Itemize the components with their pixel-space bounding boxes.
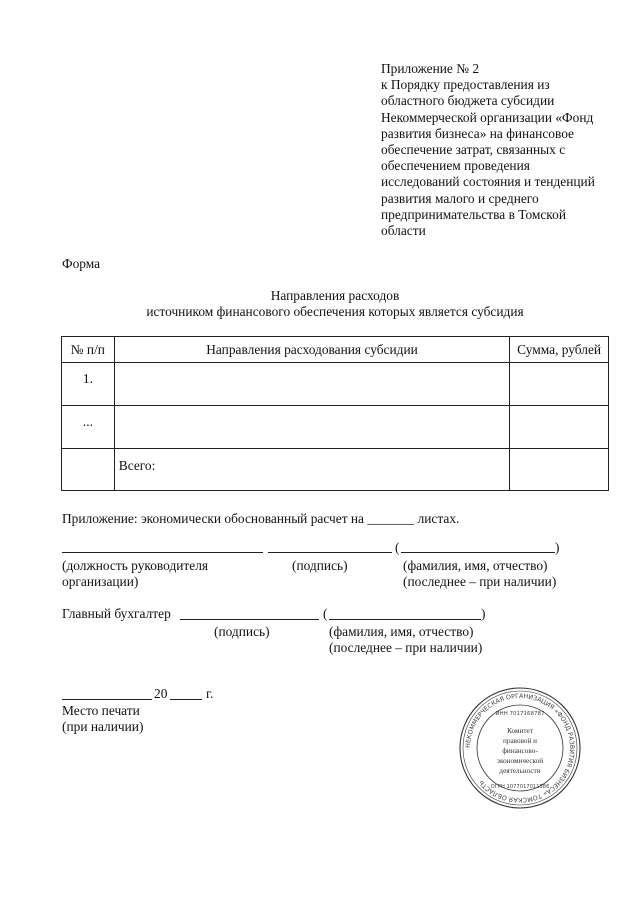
seal-label: Место печати: [62, 703, 140, 718]
cell-number: [62, 449, 115, 491]
date-year-prefix: 20: [154, 686, 168, 701]
cell-number: [62, 406, 115, 449]
accountant-name-label-cont: (последнее – при наличии): [329, 640, 483, 655]
accountant-title: Главный бухгалтер: [62, 606, 171, 621]
appendix-line: предпринимательства в Томской: [381, 206, 566, 222]
appendix-line: исследований состояния и тенденций: [381, 174, 595, 190]
cell-direction-text: [115, 363, 509, 372]
appendix-line: к Порядку предоставления из: [381, 77, 550, 93]
title-line-2: источником финансового обеспечения которых является субсидия: [146, 304, 524, 320]
appendix-line: Некоммерческой организации «Фонд: [381, 109, 594, 125]
cell-total-label: [114, 449, 509, 491]
stamp-center-line-3: финансово-: [502, 747, 538, 755]
organization-stamp: [458, 686, 582, 810]
stamp-ogrn: ОГРН 1077017011586: [490, 784, 550, 790]
cell-number-text: 1.: [82, 371, 93, 386]
accountant-name-label: (фамилия, имя, отчество): [329, 624, 474, 639]
cell-total-text: Всего:: [118, 458, 156, 473]
name-line: [401, 552, 555, 553]
cell-sum: [510, 363, 609, 406]
header-sum: Сумма, рублей: [510, 337, 609, 363]
cell-number-text: [62, 449, 114, 457]
cell-number-text: ...: [82, 414, 93, 429]
appendix-line: области: [381, 223, 426, 239]
accountant-signature-line: [180, 619, 319, 620]
form-label: Форма: [62, 256, 101, 271]
paren-open: (: [323, 606, 328, 621]
paren-close: ): [481, 606, 486, 621]
table-row: [62, 406, 609, 449]
header-number: № п/п: [62, 337, 115, 363]
cell-sum: [510, 406, 609, 449]
stamp-center-line-2: правовой и: [503, 737, 537, 745]
accountant-signature-label: (подпись): [214, 624, 270, 639]
appendix-line: развития малого и среднего: [381, 190, 539, 206]
cell-direction: [114, 363, 509, 406]
name-label: (фамилия, имя, отчество): [403, 558, 548, 573]
paren-close: ): [555, 540, 560, 555]
date-year-line: [170, 699, 202, 700]
accountant-name-line: [329, 619, 481, 620]
appendix-line: обеспечение затрат, связанных с: [381, 142, 566, 158]
appendix-line: развития бизнеса» на финансовое: [381, 125, 574, 141]
position-label: (должность руководителя: [62, 558, 209, 573]
cell-direction-text: [115, 406, 509, 415]
document-title: [62, 288, 608, 320]
attachment-note: Приложение: экономически обоснованный расчет на _______ листах.: [62, 511, 460, 526]
name-label-cont: (последнее – при наличии): [403, 574, 557, 589]
cell-direction: [114, 406, 509, 449]
table-header-row: [62, 337, 609, 363]
seal-label-cont: (при наличии): [62, 719, 144, 734]
position-label-cont: организации): [62, 574, 139, 589]
stamp-center-line-4: экономической: [496, 757, 544, 765]
stamp-center-line-1: Комитет: [507, 727, 533, 735]
appendix-line: обеспечением проведения: [381, 158, 530, 174]
table-row: [62, 363, 609, 406]
expense-table: [61, 336, 609, 491]
cell-total-sum: [510, 449, 609, 491]
table-total-row: [62, 449, 609, 491]
stamp-center-line-5: деятельности: [499, 767, 541, 775]
signature-line: [268, 552, 392, 553]
appendix-line: Приложение № 2: [381, 61, 480, 76]
header-direction: Направления расходования субсидии: [114, 337, 509, 363]
title-line-1: Направления расходов: [270, 288, 400, 303]
cell-number: [62, 363, 115, 406]
paren-open: (: [395, 540, 400, 555]
appendix-header: [381, 61, 621, 239]
appendix-line: областного бюджета субсидии: [381, 93, 555, 109]
stamp-inn: ИНН 7017168787: [495, 711, 545, 717]
date-day-line: [62, 699, 152, 700]
date-year-suffix: г.: [206, 686, 214, 701]
signature-label: (подпись): [292, 558, 348, 573]
position-line: [62, 552, 263, 553]
stamp-ring-textpath: НЕКОММЕРЧЕСКАЯ ОРГАНИЗАЦИЯ «ФОНД РАЗВИТИЯ БИЗНЕСА» ТОМСКАЯ ОБЛАСТЬ: [464, 692, 576, 804]
